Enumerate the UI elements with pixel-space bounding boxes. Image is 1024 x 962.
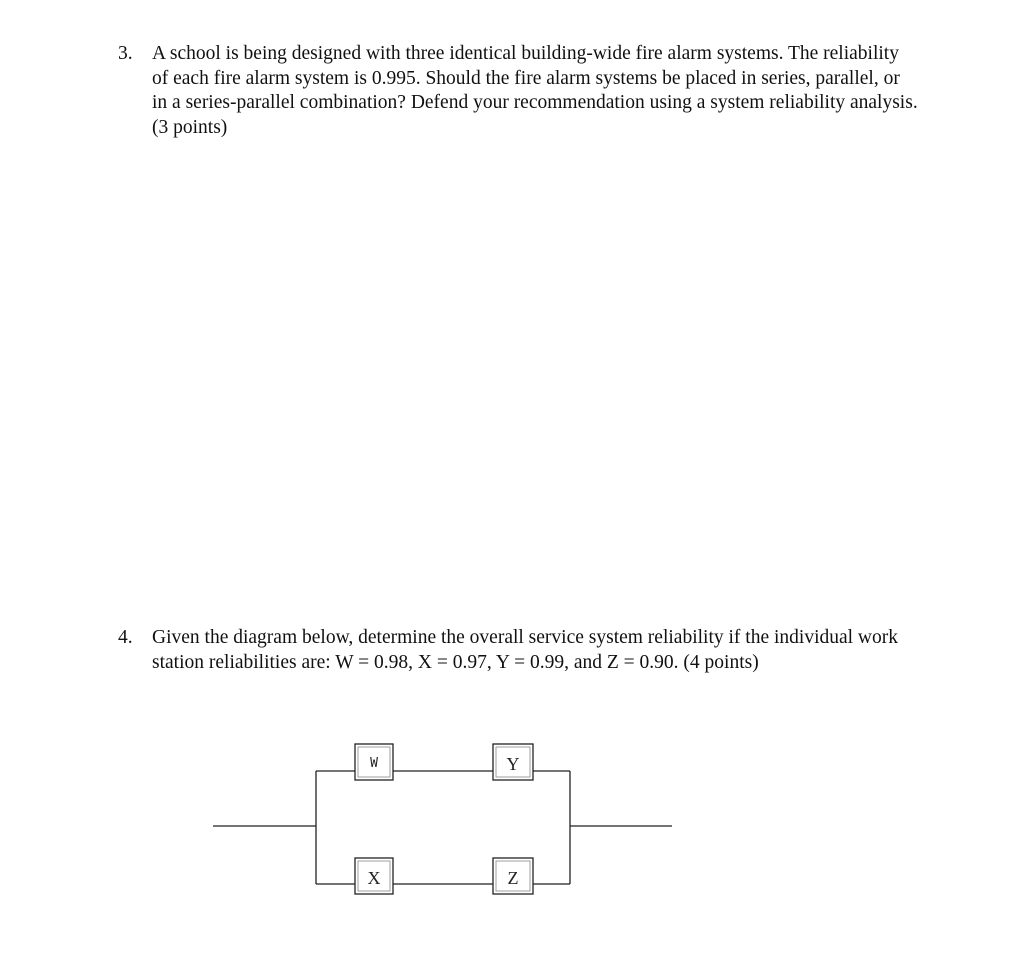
station-x-label: X [367,868,381,888]
station-z [493,858,533,894]
station-y-label: Y [506,754,520,774]
question-3-text: A school is being designed with three identical building-wide fire alarm systems. The reliability of each fire alarm system is 0.995. Should the fire alarm systems be placed in series, parallel, or in a series-parallel combination? Defend your recommendation using a system reliability analysis. (3 points) [152,43,918,138]
question-4-text: Given the diagram below, determine the overall service system reliability if the individual work station reliabilities are: W = 0.98, X = 0.97, Y = 0.99, and Z = 0.90. (4 points) [152,627,899,673]
station-w [355,744,393,780]
question-4-number: 4. [118,627,133,648]
station-x [355,858,393,894]
station-z-label: Z [507,868,519,888]
station-w-label: W [370,756,378,771]
station-y [493,744,533,780]
question-3-number: 3. [118,43,133,64]
